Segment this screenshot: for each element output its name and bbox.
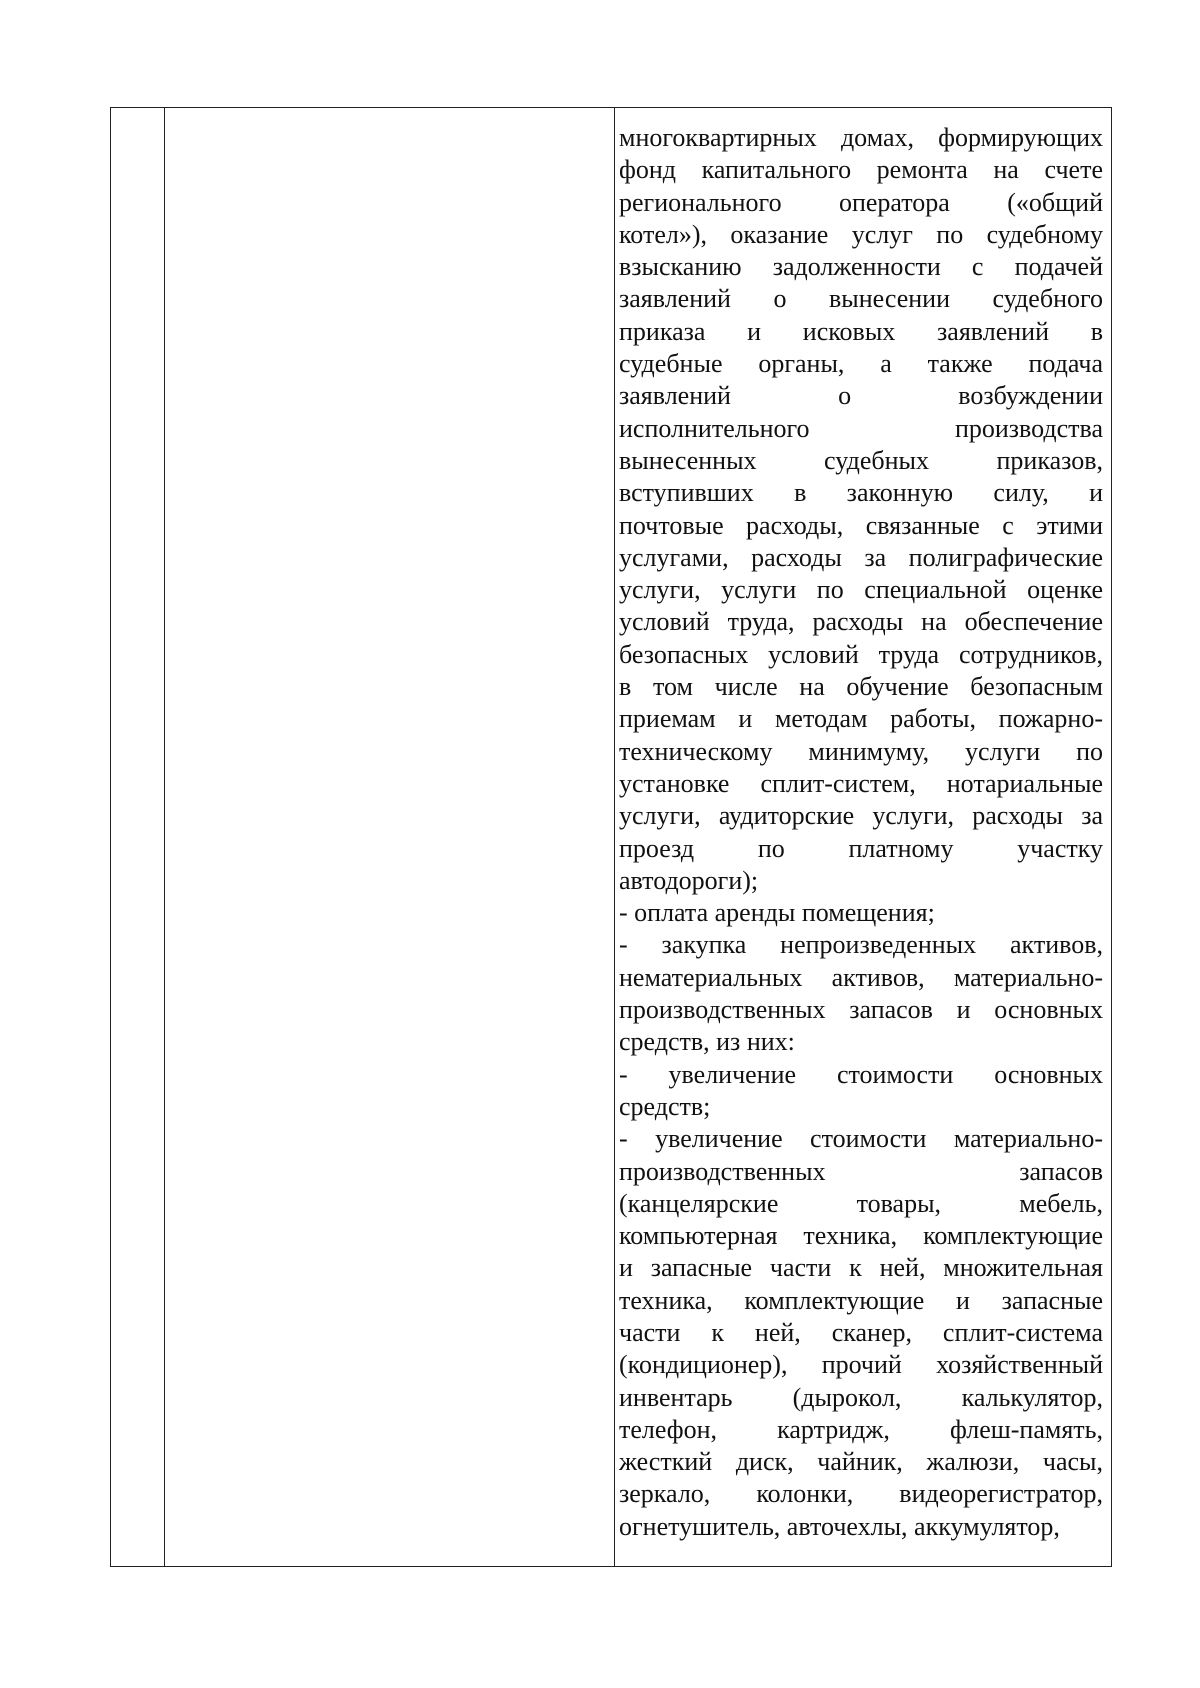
text-line: приемам и методам работы, пожарно- — [619, 704, 1103, 734]
text-line: в том числе на обучение безопасным — [619, 672, 1103, 702]
text-line: техническому минимуму, услуги по — [619, 736, 1103, 766]
text-line: услуги, аудиторские услуги, расходы за — [619, 801, 1103, 831]
text-line: судебные органы, а также подача — [619, 349, 1103, 379]
text-line: огнетушитель, авточехлы, аккумулятор, — [619, 1511, 1060, 1541]
text-line: почтовые расходы, связанные с этими — [619, 510, 1103, 540]
table-cell-text — [619, 122, 1103, 1543]
text-line: услуги, услуги по специальной оценке — [619, 575, 1103, 605]
text-line: и запасные части к ней, множительная — [619, 1253, 1103, 1283]
text-line: автодороги); — [619, 865, 759, 895]
text-line: проезд по платному участку — [619, 833, 1103, 863]
text-line: производственных запасов и основных — [619, 995, 1103, 1025]
text-line: заявлений о вынесении судебного — [619, 284, 1103, 314]
text-line: приказа и исковых заявлений в — [619, 316, 1103, 346]
text-line: жесткий диск, чайник, жалюзи, часы, — [619, 1447, 1103, 1477]
text-line: - увеличение стоимости материально- — [619, 1124, 1103, 1154]
column-divider-1 — [164, 108, 165, 1566]
text-line: нематериальных активов, материально- — [619, 962, 1103, 992]
text-line: техника, комплектующие и запасные — [619, 1285, 1103, 1315]
text-line: услугами, расходы за полиграфические — [619, 542, 1103, 572]
text-line: установке сплит-систем, нотариальные — [619, 768, 1103, 798]
text-line: средств; — [619, 1091, 711, 1121]
text-line: телефон, картридж, флеш-память, — [619, 1414, 1103, 1444]
text-line: заявлений о возбуждении — [619, 381, 1103, 411]
text-line: производственных запасов — [619, 1156, 1103, 1186]
text-line: средств, из них: — [619, 1027, 795, 1057]
text-line: котел»), оказание услуг по судебному — [619, 219, 1103, 249]
column-divider-2 — [614, 108, 615, 1566]
text-line: фонд капитального ремонта на счете — [619, 155, 1103, 185]
text-line: вступивших в законную силу, и — [619, 478, 1103, 508]
text-line: исполнительного производства — [619, 413, 1103, 443]
text-line: взысканию задолженности с подачей — [619, 252, 1103, 282]
text-line: условий труда, расходы на обеспечение — [619, 607, 1103, 637]
text-line: безопасных условий труда сотрудников, — [619, 639, 1103, 669]
text-line: компьютерная техника, комплектующие — [619, 1221, 1103, 1251]
text-line: зеркало, колонки, видеорегистратор, — [619, 1479, 1103, 1509]
text-line: (кондиционер), прочий хозяйственный — [619, 1350, 1103, 1380]
text-line: многоквартирных домах, формирующих — [619, 123, 1103, 152]
document-table — [110, 107, 1112, 1567]
text-line: - закупка непроизведенных активов, — [619, 930, 1103, 960]
text-line: части к ней, сканер, сплит-система — [619, 1317, 1103, 1347]
text-line: вынесенных судебных приказов, — [619, 445, 1103, 475]
text-line: - увеличение стоимости основных — [619, 1059, 1103, 1089]
text-line: - оплата аренды помещения; — [619, 898, 935, 928]
text-line: регионального оператора («общий — [619, 187, 1103, 217]
text-line: (канцелярские товары, мебель, — [619, 1188, 1103, 1218]
text-line: инвентарь (дырокол, калькулятор, — [619, 1382, 1103, 1412]
